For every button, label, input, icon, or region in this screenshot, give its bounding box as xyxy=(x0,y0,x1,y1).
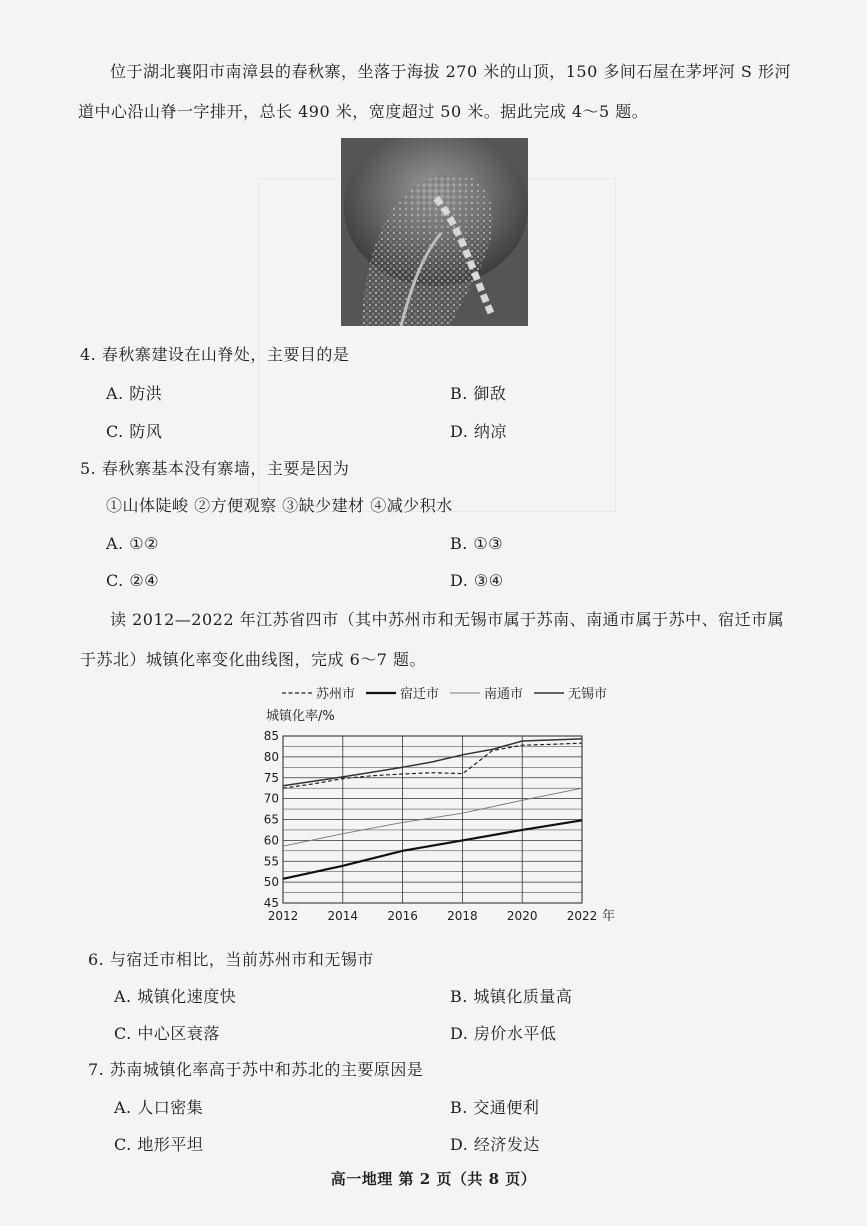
legend-label: 苏州市 xyxy=(316,687,356,702)
x-tick-labels xyxy=(268,908,615,924)
y-tick-label: 45 xyxy=(263,896,279,910)
q5-stem: 5. 春秋寨基本没有寨墙，主要是因为 xyxy=(80,459,350,478)
q7-option-a: A. 人口密集 xyxy=(114,1098,204,1117)
urbanization-line-chart xyxy=(250,680,630,930)
y-tick-label: 85 xyxy=(263,729,279,743)
q6-stem: 6. 与宿迁市相比，当前苏州市和无锡市 xyxy=(88,950,374,969)
x-tick-label: 2018 xyxy=(447,909,478,923)
q4-stem: 4. 春秋寨建设在山脊处，主要目的是 xyxy=(80,345,350,364)
chart-grid xyxy=(283,736,582,903)
series-line-苏州市 xyxy=(283,743,582,788)
legend-label: 宿迁市 xyxy=(400,687,440,702)
q6-option-d: D. 房价水平低 xyxy=(450,1024,557,1043)
y-tick-label: 70 xyxy=(263,791,279,806)
chart-intro-line-2: 于苏北）城镇化率变化曲线图，完成 6～7 题。 xyxy=(80,650,427,669)
q6-option-c: C. 中心区衰落 xyxy=(114,1024,220,1043)
x-axis-label: 年 xyxy=(602,909,616,924)
chunqiuzhai-aerial-photo xyxy=(341,138,528,326)
x-tick-label: 2022 xyxy=(566,909,598,923)
legend-label: 南通市 xyxy=(484,687,524,702)
series-line-南通市 xyxy=(283,788,582,846)
y-tick-label: 50 xyxy=(263,875,279,890)
chart-intro-line-1: 读 2012—2022 年江苏省四市（其中苏州市和无锡市属于苏南、南通市属于苏中、宿迁市属 xyxy=(110,610,785,629)
q5-option-b: B. ①③ xyxy=(450,534,504,553)
intro-line-2: 道中心沿山脊一字排开，总长 490 米，宽度超过 50 米。据此完成 4～5 题。 xyxy=(78,102,649,121)
page-footer: 高一地理 第 2 页（共 8 页） xyxy=(330,1170,537,1188)
series-line-无锡市 xyxy=(283,739,582,786)
q5-option-d: D. ③④ xyxy=(450,571,504,590)
series-line-宿迁市 xyxy=(283,820,582,879)
intro-line-1: 位于湖北襄阳市南漳县的春秋寨，坐落于海拔 270 米的山顶，150 多间石屋在茅坪河 S 形河 xyxy=(110,62,791,81)
q7-stem: 7. 苏南城镇化率高于苏中和苏北的主要原因是 xyxy=(88,1060,424,1079)
y-axis-label: 城镇化率/% xyxy=(266,709,335,724)
q6-option-b: B. 城镇化质量高 xyxy=(450,987,573,1006)
chart-legend xyxy=(282,686,607,702)
y-tick-labels xyxy=(264,729,279,910)
q7-option-d: D. 经济发达 xyxy=(450,1135,540,1154)
x-tick-label: 2020 xyxy=(506,909,538,923)
y-tick-label: 55 xyxy=(263,854,279,869)
legend-label: 无锡市 xyxy=(568,687,608,702)
q4-option-a: A. 防洪 xyxy=(106,384,163,403)
q5-option-c: C. ②④ xyxy=(106,571,160,590)
q4-option-d: D. 纳凉 xyxy=(450,422,507,441)
q5-statements: ①山体陡峻 ②方便观察 ③缺少建材 ④减少积水 xyxy=(106,496,453,515)
q5-option-a: A. ①② xyxy=(106,534,159,553)
y-tick-label: 60 xyxy=(263,833,279,848)
y-tick-label: 75 xyxy=(263,770,279,785)
x-tick-label: 2014 xyxy=(327,909,359,923)
q4-option-b: B. 御敌 xyxy=(450,384,507,403)
y-tick-label: 80 xyxy=(263,749,279,764)
y-tick-label: 65 xyxy=(263,812,279,827)
q6-option-a: A. 城镇化速度快 xyxy=(114,987,237,1006)
q4-option-c: C. 防风 xyxy=(106,422,163,441)
x-tick-label: 2016 xyxy=(387,909,418,923)
q7-option-b: B. 交通便利 xyxy=(450,1098,540,1117)
x-tick-label: 2012 xyxy=(267,909,299,923)
q7-option-c: C. 地形平坦 xyxy=(114,1135,204,1154)
